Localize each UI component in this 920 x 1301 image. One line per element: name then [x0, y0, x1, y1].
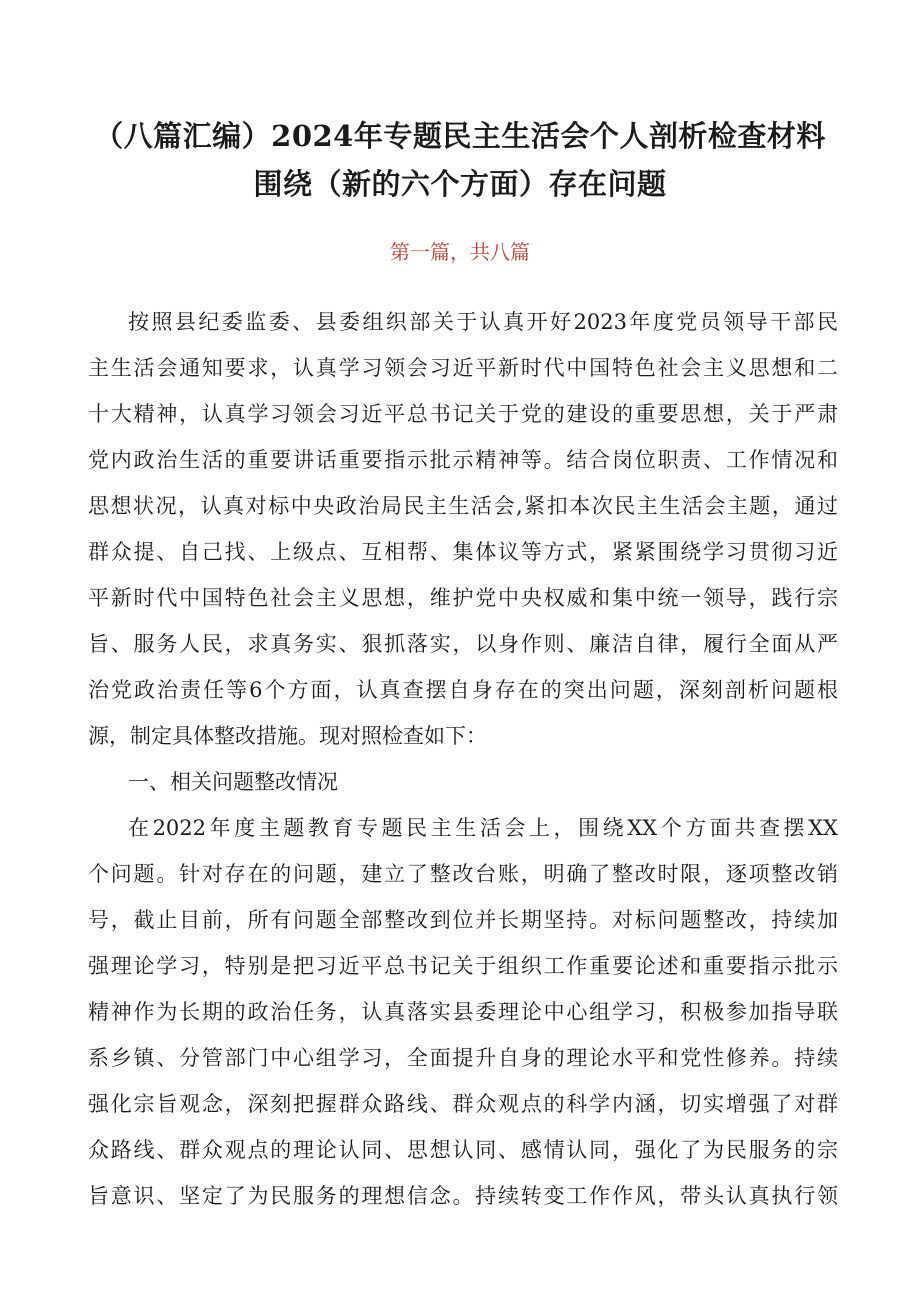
paragraph2-line: 号，截止目前，所有问题全部整改到位并长期坚持。对标问题整改，持续加 [88, 908, 838, 932]
paragraph1-line: 十大精神，认真学习领会习近平总书记关于党的建设的重要思想，关于严肃 [88, 402, 838, 426]
paragraph1-line: 群众提、自己找、上级点、互相帮、集体议等方式，紧紧围绕学习贯彻习近 [88, 540, 838, 564]
paragraph1-line: 思想状况，认真对标中央政治局民主生活会,紧扣本次民主生活会主题，通过 [88, 494, 838, 518]
section-heading: 一、相关问题整改情况 [128, 770, 338, 794]
paragraph1-line: 源，制定具体整改措施。现对照检查如下： [88, 724, 487, 748]
paragraph1-line: 按照县纪委监委、县委组织部关于认真开好2023年度党员领导干部民 [128, 310, 838, 334]
document-title-line2: 围绕（新的六个方面）存在问题 [253, 167, 667, 201]
paragraph2-line: 在2022年度主题教育专题民主生活会上，围绕XX个方面共查摆XX [128, 816, 838, 840]
paragraph2-line: 精神作为长期的政治任务，认真落实县委理论中心组学习，积极参加指导联 [88, 1000, 838, 1024]
paragraph1-line: 治党政治责任等6个方面，认真查摆自身存在的突出问题，深刻剖析问题根 [88, 678, 838, 702]
paragraph1-line: 主生活会通知要求，认真学习领会习近平新时代中国特色社会主义思想和二 [88, 356, 838, 380]
document-title-line1: （八篇汇编）2024年专题民主生活会个人剖析检查材料 [94, 119, 826, 153]
paragraph2-line: 个问题。针对存在的问题，建立了整改台账，明确了整改时限，逐项整改销 [88, 862, 838, 886]
paragraph2-line: 强化宗旨观念，深刻把握群众路线、群众观点的科学内涵，切实增强了对群 [88, 1092, 838, 1116]
paragraph2-line: 旨意识、坚定了为民服务的理想信念。持续转变工作作风，带头认真执行领 [88, 1184, 838, 1208]
paragraph2-line: 强理论学习，特别是把习近平总书记关于组织工作重要论述和重要指示批示 [88, 954, 838, 978]
paragraph1-line: 平新时代中国特色社会主义思想，维护党中央权威和集中统一领导，践行宗 [88, 586, 838, 610]
paragraph1-line: 党内政治生活的重要讲话重要指示批示精神等。结合岗位职责、工作情况和 [88, 448, 838, 472]
paragraph2-line: 众路线、群众观点的理论认同、思想认同、感情认同，强化了为民服务的宗 [88, 1138, 838, 1162]
paragraph2-line: 系乡镇、分管部门中心组学习，全面提升自身的理论水平和党性修养。持续 [88, 1046, 838, 1070]
paragraph1-line: 旨、服务人民，求真务实、狠抓落实，以身作则、廉洁自律，履行全面从严 [88, 632, 838, 656]
section-label: 第一篇，共八篇 [390, 240, 530, 264]
